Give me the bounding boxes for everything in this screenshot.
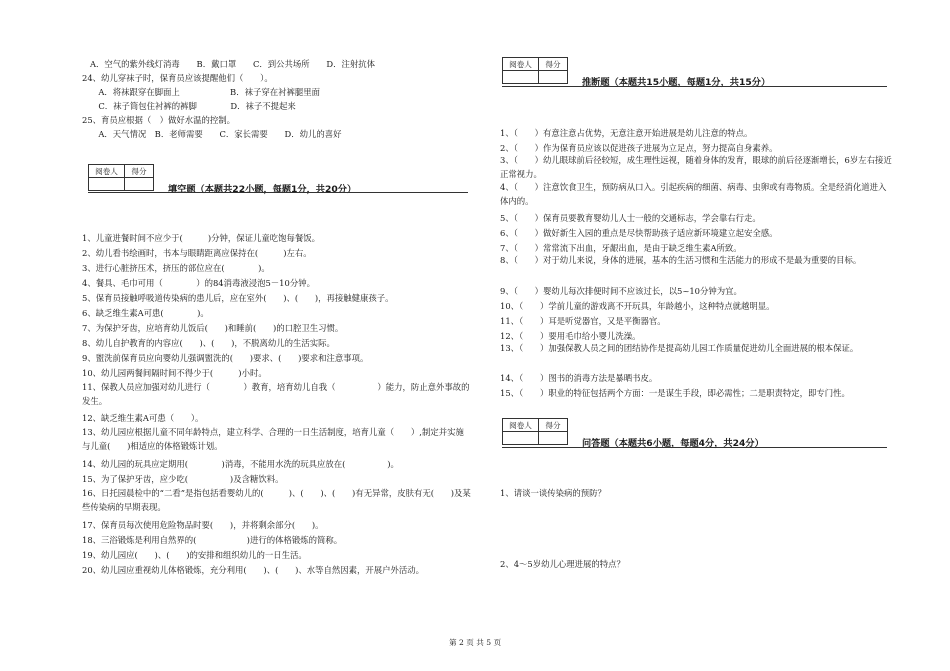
fill-item-13: 13、幼儿园应根据儿童不同年龄特点，建立科学、合理的一日生活制度，培育儿童（ ）,制定并实施与儿童( )相适应的体格锻炼计划。 xyxy=(82,427,464,451)
fill-item-14: 14、幼儿园的玩具应定期用( )消毒，不能用水洗的玩具应放在( )。 xyxy=(82,459,399,469)
grader-cell xyxy=(503,71,539,84)
fill-item-17: 17、保育员每次使用危险物品时要( )，并将剩余部分( )。 xyxy=(82,520,324,530)
fill-item-16: 16、日托园晨检中的“二看”是指包括看婴幼儿的( )、( )、( )有无异常，皮肤有无( )及某些传染病的早期表现。 xyxy=(82,488,471,512)
judge-item-8: 8、（ ）对于幼儿来说，身体的进展，基本的生活习惯和生活能力的形成不是最为重要的目标。 xyxy=(500,255,862,265)
fill-item-18: 18、三浴锻炼是利用自然界的( )进行的体格锻炼的简称。 xyxy=(82,535,343,545)
fill-item-8: 8、幼儿自护教育的内容应( )、( )，不脱离幼儿的生活实际。 xyxy=(82,338,335,348)
fill-item-2: 2、幼儿看书绘画时，书本与眼睛距离应保持在( )左右。 xyxy=(82,248,312,258)
judge-item-10: 10、（ ）学前儿童的游戏离不开玩具，年龄越小，这种特点就越明显。 xyxy=(500,301,775,311)
q25-options: A．天气情况 B．老师需要 C．家长需要 D．幼儿的喜好 xyxy=(90,129,342,139)
fill-item-12: 12、缺乏维生素A可患（ ）。 xyxy=(82,413,204,423)
judge-item-12: 12、（ ）要用毛巾给小婴儿洗澡。 xyxy=(500,331,641,341)
qa-section-title: 问答题（本题共6小题，每题4分，共24分） xyxy=(582,438,764,449)
fill-item-6: 6、缺乏维生素A可患( )。 xyxy=(82,308,209,318)
judge-item-15: 15、（ ）职业的特征包括两个方面：一是谋生手段，即必需性；二是职责特定，即专门性。 xyxy=(500,388,850,398)
judge-score-box xyxy=(502,57,568,84)
fill-score-box xyxy=(88,164,154,191)
judge-section-title: 推断题（本题共15小题，每题1分，共15分） xyxy=(582,77,771,88)
judge-item-14: 14、（ ）图书的消毒方法是暴晒书皮。 xyxy=(500,373,658,383)
section-divider xyxy=(502,447,887,448)
qa-item-2: 2、4～5岁幼儿心理进展的特点？ xyxy=(500,559,625,569)
fill-item-20: 20、幼儿园应重视幼儿体格锻炼，充分利用( )、( )、水等自然因素，开展户外活动。 xyxy=(82,565,424,575)
fill-item-5: 5、保育员接触呼吸道传染病的患儿后，应在室外( )、( )，再接触健康孩子。 xyxy=(82,293,394,303)
judge-item-1: 1、（ ）有意注意占优势，无意注意开始进展是幼儿注意的特点。 xyxy=(500,128,753,138)
score-label: 得分 xyxy=(125,165,154,178)
judge-item-7: 7、（ ）常常流下出血，牙龈出血，是由于缺乏维生素A所致。 xyxy=(500,243,742,253)
grader-cell xyxy=(89,178,125,191)
score-cell xyxy=(125,178,154,191)
judge-item-11: 11、（ ）耳是听觉器官，又是平衡器官。 xyxy=(500,316,666,326)
grader-label: 阅卷人 xyxy=(503,419,539,432)
fill-item-7: 7、为保护牙齿，应培育幼儿饭后( )和睡前( )的口腔卫生习惯。 xyxy=(82,323,344,333)
fill-item-9: 9、盥洗前保育员应向婴幼儿强调盥洗的( )要求、( )要求和注意事项。 xyxy=(82,353,369,363)
qa-score-box xyxy=(502,418,568,445)
score-cell xyxy=(539,432,568,445)
score-cell xyxy=(539,71,568,84)
score-label: 得分 xyxy=(539,58,568,71)
q24-stem: 24、幼儿穿袜子时，保育员应该提醒他们（ ）。 xyxy=(82,73,273,83)
score-label: 得分 xyxy=(539,419,568,432)
judge-item-5: 5、（ ）保育员要教育婴幼儿人士一般的交通标志，学会靠右行走。 xyxy=(500,213,761,223)
judge-item-9: 9、（ ）婴幼儿每次排便时间不应该过长，以5~10分钟为宜。 xyxy=(500,286,742,296)
section-divider xyxy=(502,86,887,87)
grader-label: 阅卷人 xyxy=(503,58,539,71)
qa-item-1: 1、请谈一谈传染病的预防？ xyxy=(500,488,606,498)
q24-options-ab: A．将袜跟穿在脚面上 B．袜子穿在衬裤腿里面 xyxy=(90,87,320,97)
judge-item-2: 2、（ ）作为保育员应该以促进孩子进展为立足点，努力提高自身素养。 xyxy=(500,143,778,153)
grader-label: 阅卷人 xyxy=(89,165,125,178)
fill-item-3: 3、进行心脏挤压术，挤压的部位应在( )。 xyxy=(82,263,270,273)
fill-item-10: 10、幼儿园两餐间隔时间不得少于( )小时。 xyxy=(82,368,267,378)
grader-cell xyxy=(503,432,539,445)
q25-stem: 25、育员应根据（ ）做好水温的控制。 xyxy=(82,115,236,125)
fill-item-4: 4、餐具、毛巾可用（ ）的84消毒液浸泡5－10分钟。 xyxy=(82,278,315,288)
fill-section-title: 填空题（本题共22小题，每题1分，共20分） xyxy=(168,184,357,195)
fill-item-1: 1、儿童进餐时间不应少于( )分钟，保证儿童吃饱每餐饭。 xyxy=(82,233,320,243)
judge-item-3: 3、（ ）幼儿眼球前后径较短，成生理性远视，随着身体的发育，眼球的前后径逐渐增长，6岁左右接近正常视力。 xyxy=(500,155,892,179)
section-divider xyxy=(88,192,468,193)
fill-item-11: 11、保教人员应加强对幼儿进行（ ）教育，培育幼儿自我（ ）能力，防止意外事故的发生。 xyxy=(82,382,470,406)
fill-item-15: 15、为了保护牙齿，应少吃( )及含糖饮料。 xyxy=(82,474,284,484)
q23-options: A．空气的紫外线灯消毒 B．戴口罩 C．到公共场所 D．注射抗体 xyxy=(90,59,375,69)
page-footer: 第 2 页 共 5 页 xyxy=(448,638,502,647)
fill-item-19: 19、幼儿园应( )、( )的安排和组织幼儿的一日生活。 xyxy=(82,550,307,560)
judge-item-4: 4、（ ）注意饮食卫生，预防病从口入。引起疾病的细菌、病毒、虫卵或有毒物质。全是经消化道进入体内的。 xyxy=(500,182,887,206)
q24-options-cd: C．袜子筒包住衬裤的裤脚 D．袜子不提起来 xyxy=(90,101,296,111)
judge-item-6: 6、（ ）做好新生入园的重点是尽快帮助孩子适应新环境建立起安全感。 xyxy=(500,228,778,238)
judge-item-13: 13、（ ）加强保教人员之间的团结协作是提高幼儿园工作质量促进幼儿全面进展的根本保证。 xyxy=(500,343,859,353)
